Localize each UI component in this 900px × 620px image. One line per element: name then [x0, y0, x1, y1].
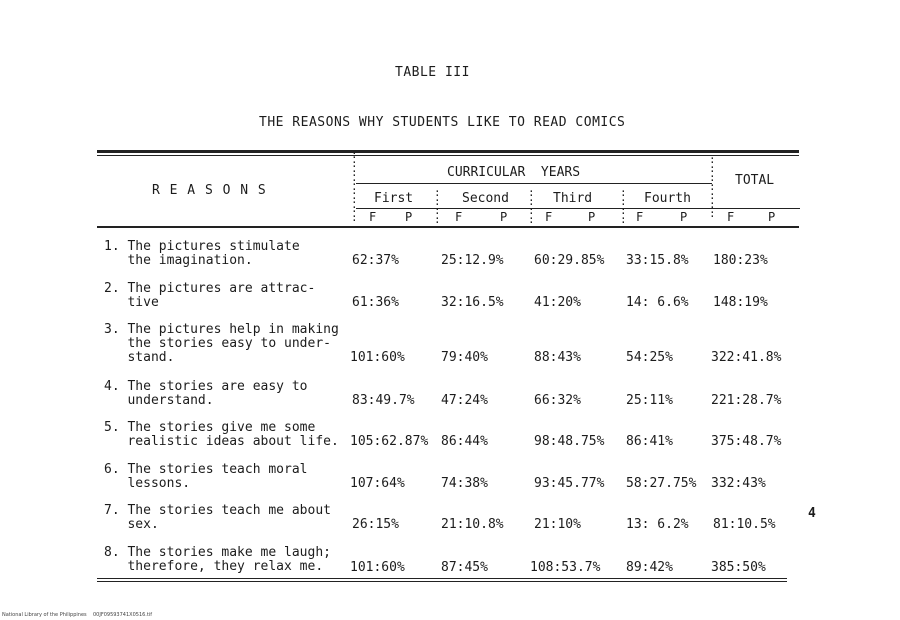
cell: 221:28.7%: [711, 393, 782, 408]
cell: 26:15%: [352, 517, 399, 532]
page-number: 4: [808, 506, 816, 521]
p-label-fourth: P: [680, 210, 688, 224]
cell: 25:12.9%: [441, 253, 504, 268]
cell: 108:53.7%: [530, 560, 601, 575]
cell: 21:10.8%: [441, 517, 504, 532]
cell: 47:24%: [441, 393, 488, 408]
reason-6-line-1: 6. The stories teach moral: [104, 462, 308, 477]
reason-8-line-1: 8. The stories make me laugh;: [104, 545, 331, 560]
bottom-rule: [97, 578, 787, 579]
cell: 148:19%: [713, 295, 768, 310]
cell: 180:23%: [713, 253, 768, 268]
reason-2-line-2: tive: [104, 295, 159, 310]
reason-1-line-1: 1. The pictures stimulate: [104, 239, 300, 254]
column-separator: : : : :: [528, 186, 535, 226]
cell: 13: 6.2%: [626, 517, 689, 532]
cell: 88:43%: [534, 350, 581, 365]
header-bottom-rule: [97, 226, 799, 228]
cell: 61:36%: [352, 295, 399, 310]
cell: 21:10%: [534, 517, 581, 532]
cell: 93:45.77%: [534, 476, 605, 491]
reason-4-line-2: understand.: [104, 393, 214, 408]
f-label-third: F: [545, 210, 553, 224]
cell: 83:49.7%: [352, 393, 415, 408]
cell: 107:64%: [350, 476, 405, 491]
f-label-total: F: [727, 210, 735, 224]
reason-3-line-1: 3. The pictures help in making: [104, 322, 339, 337]
top-rule: [97, 150, 799, 153]
cell: 105:62.87%: [350, 434, 429, 449]
reason-3-line-2: the stories easy to under-: [104, 336, 331, 351]
cell: 14: 6.6%: [626, 295, 689, 310]
cell: 86:41%: [626, 434, 673, 449]
cell: 74:38%: [441, 476, 488, 491]
cell: 81:10.5%: [713, 517, 776, 532]
column-separator: : : : :: [434, 186, 441, 226]
cell: 41:20%: [534, 295, 581, 310]
f-label-fourth: F: [636, 210, 644, 224]
cell: 79:40%: [441, 350, 488, 365]
reason-5-line-1: 5. The stories give me some: [104, 420, 316, 435]
p-label-total: P: [768, 210, 776, 224]
cell: 332:43%: [711, 476, 766, 491]
years-rule: [356, 183, 712, 184]
reason-3-line-3: stand.: [104, 350, 175, 365]
reason-5-line-2: realistic ideas about life.: [104, 434, 339, 449]
cell: 89:42%: [626, 560, 673, 575]
p-label-second: P: [500, 210, 508, 224]
year-third: Third: [553, 191, 593, 206]
cell: 87:45%: [441, 560, 488, 575]
table-number: TABLE III: [395, 65, 470, 80]
year-fourth: Fourth: [644, 191, 691, 206]
cell: 33:15.8%: [626, 253, 689, 268]
f-label-first: F: [369, 210, 377, 224]
p-label-third: P: [588, 210, 596, 224]
column-separator: : : : : : : : :: [351, 148, 358, 224]
footer-caption: National Library of the Philippines 00JF09593741X0516.tif: [2, 612, 153, 618]
column-separator: : : : : : : :: [709, 153, 716, 220]
bottom-rule-thin: [97, 581, 787, 582]
reason-7-line-1: 7. The stories teach me about: [104, 503, 331, 518]
f-label-second: F: [455, 210, 463, 224]
reason-8-line-2: therefore, they relax me.: [104, 559, 324, 574]
reasons-header: R E A S O N S: [152, 183, 267, 198]
reason-1-line-2: the imagination.: [104, 253, 253, 268]
year-first: First: [374, 191, 414, 206]
p-label-first: P: [405, 210, 413, 224]
cell: 60:29.85%: [534, 253, 605, 268]
total-header: TOTAL: [735, 173, 775, 188]
cell: 86:44%: [441, 434, 488, 449]
cell: 101:60%: [350, 560, 405, 575]
curricular-years-header: CURRICULAR YEARS: [447, 165, 581, 180]
top-rule-thin: [97, 155, 799, 156]
cell: 98:48.75%: [534, 434, 605, 449]
cell: 385:50%: [711, 560, 766, 575]
cell: 58:27.75%: [626, 476, 697, 491]
cell: 101:60%: [350, 350, 405, 365]
cell: 25:11%: [626, 393, 673, 408]
year-second: Second: [462, 191, 509, 206]
cell: 322:41.8%: [711, 350, 782, 365]
reason-6-line-2: lessons.: [104, 476, 191, 491]
table-title: THE REASONS WHY STUDENTS LIKE TO READ COMICS: [259, 115, 626, 130]
cell: 66:32%: [534, 393, 581, 408]
cell: 32:16.5%: [441, 295, 504, 310]
reason-7-line-2: sex.: [104, 517, 159, 532]
column-separator: : : : :: [620, 186, 627, 226]
fp-top-rule: [356, 208, 800, 209]
cell: 62:37%: [352, 253, 399, 268]
cell: 54:25%: [626, 350, 673, 365]
reason-2-line-1: 2. The pictures are attrac-: [104, 281, 316, 296]
cell: 375:48.7%: [711, 434, 782, 449]
reason-4-line-1: 4. The stories are easy to: [104, 379, 308, 394]
